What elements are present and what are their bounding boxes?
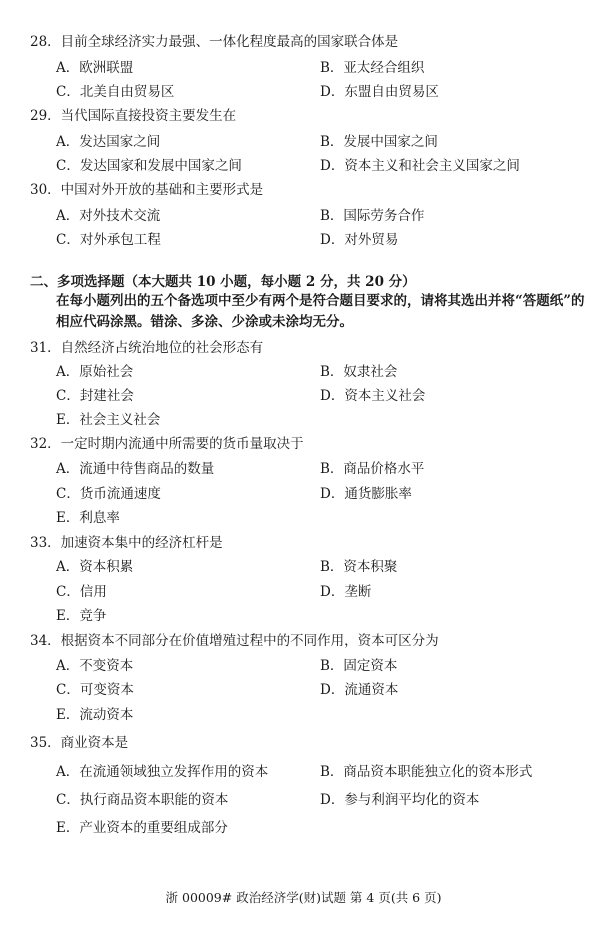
question-34-option-d: D．流通资本: [320, 682, 399, 698]
question-28-option-a: A．欧洲联盟: [56, 60, 134, 76]
question-28-stem: 28．目前全球经济实力最强、一体化程度最高的国家联合体是: [30, 34, 399, 50]
question-32-option-c: C．货币流通速度: [56, 486, 161, 502]
question-33-option-a: A．资本积累: [56, 559, 134, 575]
question-31-option-d: D．资本主义社会: [320, 388, 426, 404]
question-30-option-b: B．国际劳务合作: [320, 208, 425, 224]
question-31-option-b: B．奴隶社会: [320, 364, 398, 380]
question-35-option-b: B．商品资本职能独立化的资本形式: [320, 764, 533, 780]
question-34-option-a: A．不变资本: [56, 658, 134, 674]
question-29-option-d: D．资本主义和社会主义国家之间: [320, 158, 520, 174]
question-34-option-e: E．流动资本: [56, 707, 134, 723]
question-35-option-c: C．执行商品资本职能的资本: [56, 792, 229, 808]
question-29-stem: 29．当代国际直接投资主要发生在: [30, 108, 237, 124]
question-35-option-a: A．在流通领域独立发挥作用的资本: [56, 764, 269, 780]
question-30-option-d: D．对外贸易: [320, 232, 399, 248]
question-35-option-e: E．产业资本的重要组成部分: [56, 820, 228, 836]
question-34-stem: 34．根据资本不同部分在价值增殖过程中的不同作用，资本可区分为: [30, 633, 439, 649]
question-33-option-b: B．资本积聚: [320, 559, 398, 575]
question-30-option-c: C．对外承包工程: [56, 232, 161, 248]
question-31-stem: 31．自然经济占统治地位的社会形态有: [30, 340, 264, 356]
page-footer: 浙 00009# 政治经济学(财)试题 第 4 页(共 6 页): [165, 890, 442, 905]
question-28-option-c: C．北美自由贸易区: [56, 84, 175, 100]
question-35-option-d: D．参与利润平均化的资本: [320, 792, 480, 808]
question-28-option-d: D．东盟自由贸易区: [320, 84, 439, 100]
question-32-option-a: A．流通中待售商品的数量: [56, 461, 215, 477]
question-33-stem: 33．加速资本集中的经济杠杆是: [30, 535, 223, 551]
question-32-option-b: B．商品价格水平: [320, 461, 425, 477]
question-31-option-a: A．原始社会: [56, 364, 134, 380]
question-33-option-e: E．竞争: [56, 608, 107, 624]
question-31-option-e: E．社会主义社会: [56, 412, 161, 428]
section-2-title: 二、多项选择题（本大题共 10 小题，每小题 2 分，共 20 分）: [30, 274, 416, 290]
question-28-option-b: B．亚太经合组织: [320, 60, 425, 76]
question-30-stem: 30．中国对外开放的基础和主要形式是: [30, 182, 264, 198]
question-35-stem: 35．商业资本是: [30, 735, 129, 751]
question-33-option-d: D．垄断: [320, 584, 372, 600]
question-29-option-c: C．发达国家和发展中国家之间: [56, 158, 242, 174]
question-33-option-c: C．信用: [56, 584, 107, 600]
section-2-instruction: 在每小题列出的五个备选项中至少有两个是符合题目要求的，请将其选出并将“答题纸”的相应代码涂黑。错涂、多涂、少涂或未涂均无分。: [56, 293, 585, 330]
question-29-option-a: A．发达国家之间: [56, 134, 161, 150]
question-32-option-e: E．利息率: [56, 510, 120, 526]
question-30-option-a: A．对外技术交流: [56, 208, 161, 224]
question-31-option-c: C．封建社会: [56, 388, 134, 404]
question-34-option-b: B．固定资本: [320, 658, 398, 674]
question-29-option-b: B．发展中国家之间: [320, 134, 438, 150]
question-34-option-c: C．可变资本: [56, 682, 134, 698]
question-32-stem: 32．一定时期内流通中所需要的货币量取决于: [30, 436, 304, 452]
question-32-option-d: D．通货膨胀率: [320, 486, 412, 502]
